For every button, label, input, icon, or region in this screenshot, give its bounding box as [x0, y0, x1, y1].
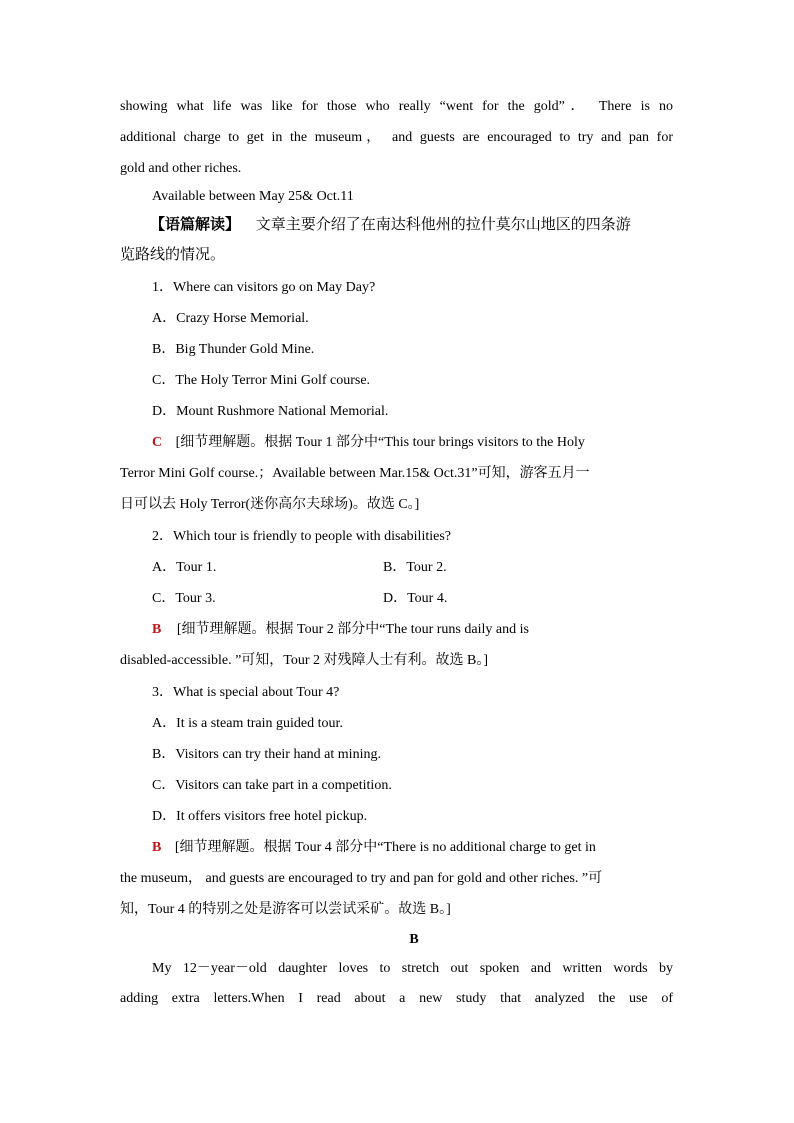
- question-1-explanation: [152, 434, 673, 452]
- question-1-option-c: C．The Holy Terror Mini Golf course.: [152, 373, 371, 388]
- question-1-option-d: D．Mount Rushmore National Memorial.: [152, 404, 389, 419]
- question-2-stem: 2．Which tour is friendly to people with disabilities?: [152, 529, 451, 544]
- analysis-paragraph: [150, 215, 673, 235]
- passage-text-line: showing what life was like for those who really “went for the gold”． There is no: [120, 99, 673, 114]
- explanation-text-line: Terror Mini Golf course.；Available between Mar.15& Oct.31”可知，游客五月一: [120, 466, 590, 481]
- passage-text-line: gold and other riches.: [120, 161, 242, 176]
- question-1-stem: 1．Where can visitors go on May Day?: [152, 280, 376, 295]
- question-3-option-b: B．Visitors can try their hand at mining.: [152, 747, 381, 762]
- explanation-text: [细节理解题。根据 Tour 4 部分中“There is no additional charge to get in: [174, 840, 596, 855]
- question-3-answer: B: [152, 840, 162, 855]
- passage-text-line: additional charge to get in the museum， and guests are encouraged to try and pan for: [120, 130, 673, 145]
- question-2-options-row-1: [152, 559, 673, 577]
- explanation-text-line: the museum， and guests are encouraged to try and pan for gold and other riches. ”可: [120, 871, 603, 886]
- section-b-text-line: adding extra letters.When I read about a new study that analyzed the use of: [120, 991, 673, 1006]
- analysis-text: 文章主要介绍了在南达科他州的拉什莫尔山地区的四条游: [255, 217, 631, 233]
- section-b-text-line: My 12－year－old daughter loves to stretch out spoken and written words by: [152, 961, 673, 976]
- question-1-answer: C: [152, 435, 163, 450]
- analysis-text-line: 览路线的情况。: [120, 247, 226, 263]
- question-3-option-a: A．It is a steam train guided tour.: [152, 716, 343, 731]
- question-2-option-c: C．Tour 3.: [152, 591, 216, 606]
- question-1-option-b: B．Big Thunder Gold Mine.: [152, 342, 315, 357]
- question-3-option-d: D．It offers visitors free hotel pickup.: [152, 809, 368, 824]
- question-2-option-a: A．Tour 1.: [152, 560, 217, 575]
- section-b-heading: B: [409, 932, 419, 947]
- analysis-label: 【语篇解读】: [150, 217, 241, 233]
- explanation-text-line: disabled-accessible. ”可知，Tour 2 对残障人士有利。故选 B。]: [120, 653, 489, 668]
- question-1-option-a: A．Crazy Horse Memorial.: [152, 311, 309, 326]
- question-2-option-d: D．Tour 4.: [383, 591, 448, 606]
- question-2-answer: B: [152, 622, 162, 637]
- availability-line: Available between May 25& Oct.11: [152, 189, 354, 204]
- question-3-stem: 3．What is special about Tour 4?: [152, 685, 340, 700]
- question-3-option-c: C．Visitors can take part in a competition.: [152, 778, 392, 793]
- question-2-option-b: B．Tour 2.: [383, 560, 447, 575]
- question-3-explanation: [152, 839, 673, 857]
- question-2-explanation: [152, 621, 673, 639]
- explanation-text-line: 知，Tour 4 的特别之处是游客可以尝试采矿。故选 B。]: [120, 902, 451, 917]
- question-2-options-row-2: [152, 590, 673, 608]
- explanation-text-line: 日可以去 Holy Terror(迷你高尔夫球场)。故选 C。]: [120, 497, 420, 512]
- explanation-text: [细节理解题。根据 Tour 1 部分中“This tour brings visitors to the Holy: [175, 435, 585, 450]
- explanation-text: [细节理解题。根据 Tour 2 部分中“The tour runs daily and is: [176, 622, 529, 637]
